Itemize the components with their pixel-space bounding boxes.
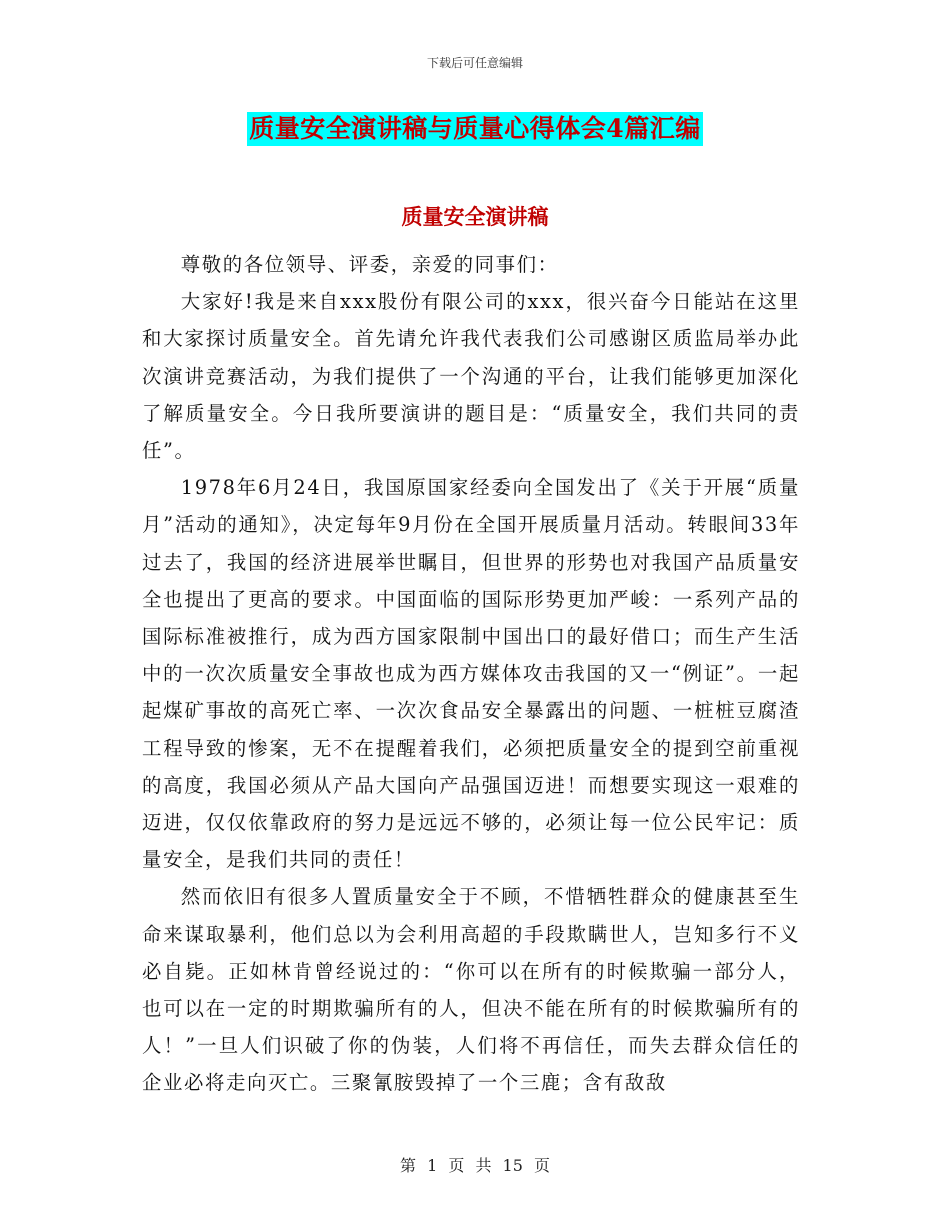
page-footer: 第 1 页 共 15 页 <box>400 1156 550 1175</box>
body-text <box>142 246 800 1102</box>
section-title: 质量安全演讲稿 <box>401 204 549 229</box>
paragraph-problem: 然而依旧有很多人置质量安全于不顾，不惜牺牲群众的健康甚至生命来谋取暴利，他们总以为会利用高超的手段欺瞒世人，岂知多行不义必自毙。正如林肯曾经说过的：“你可以在所有的时候欺骗一部分人，也可以在一定的时期欺骗所有的人，但决不能在所有的时候欺骗所有的人！”一旦人们识破了你的伪装，人们将不再信任，而失去群众信任的企业必将走向灭亡。三聚氰胺毁掉了一个三鹿；含有敌敌 <box>142 885 800 1095</box>
document-title-text: 质量安全演讲稿与质量心得体会4篇汇编 <box>247 112 702 146</box>
paragraph-greeting: 尊敬的各位领导、评委，亲爱的同事们： <box>180 253 559 276</box>
header-note: 下载后可任意编辑 <box>426 56 523 70</box>
paragraph-history: 1978年6月24日，我国原国家经委向全国发出了《关于开展“质量月”活动的通知》，决定每年9月份在全国开展质量月活动。转眼间33年过去了，我国的经济进展举世瞩目，但世界的形势也对我国产品质量安全也提出了更高的要求。中国面临的国际形势更加严峻：一系列产品的国际标准被推行，成为西方国家限制中国出口的最好借口；而生产生活中的一次次质量安全事故也成为西方媒体攻击我国的又一“例证”。一起起煤矿事故的高死亡率、一次次食品安全暴露出的问题、一桩桩豆腐渣工程导致的惨案，无不在提醒着我们，必须把质量安全的提到空前重视的高度，我国必须从产品大国向产品强国迈进！而想要实现这一艰难的迈进，仅仅依靠政府的努力是远远不够的，必须让每一位公民牢记：质量安全，是我们共同的责任！ <box>142 476 800 872</box>
document-title <box>0 112 950 146</box>
paragraph-intro: 大家好!我是来自xxx股份有限公司的xxx，很兴奋今日能站在这里和大家探讨质量安全。首先请允许我代表我们公司感谢区质监局举办此次演讲竞赛活动，为我们提供了一个沟通的平台，让我们能够更加深化了解质量安全。今日我所要演讲的题目是：“质量安全，我们共同的责任”。 <box>142 290 800 463</box>
